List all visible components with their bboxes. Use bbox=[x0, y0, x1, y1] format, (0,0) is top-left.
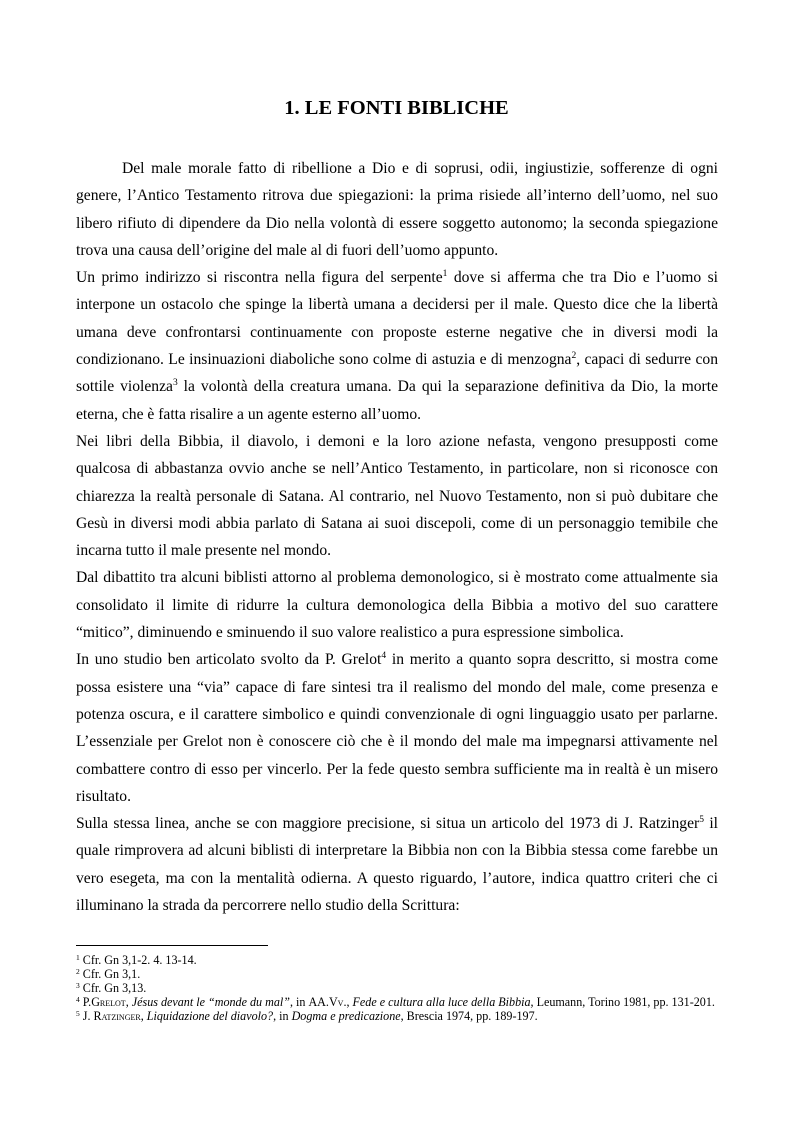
footnote-2: $^2$ Cfr. Gn 3,1. bbox=[76, 967, 141, 981]
chapter-title: 1. LE FONTI BIBLICHE bbox=[284, 97, 509, 119]
footnote-ref-2[interactable]: 2 bbox=[571, 351, 577, 362]
paragraph-2: Un primo indirizzo si riscontra nella figura del serpente$^1$ dove si afferma che tra Dio e l’uomo si interpone un ostacolo che spinge la libertà umana a decidersi per il male. Questo dice che la libertà umana deve confrontarsi continuamente con proposte esterne negative che in diversi modi la condizionano. Le insinuazioni diaboliche sono colme di astuzia e di menzogna$^2$, capaci di sedurre con sottile violenza$^3$ la volontà della creatura umana. Da qui la separazione definitiva da Dio, la morte eterna, che è fatta risalire a un agente esterno all’uomo. bbox=[76, 269, 718, 423]
body-text bbox=[76, 155, 718, 919]
footnote-ref-5[interactable]: 5 bbox=[699, 815, 704, 826]
footnote-4: $^4$ P.Grelot, Jésus devant le “monde du mal”, in AA.Vv., Fede e cultura alla luce della Bibbia, Leumann, Torino 1981, pp. 131-201. bbox=[76, 995, 715, 1009]
footnote-5: $^5$ J. Ratzinger, Liquidazione del diavolo?, in Dogma e predicazione, Brescia 1974, pp. 189-197. bbox=[76, 1009, 538, 1023]
paragraph-1: Del male morale fatto di ribellione a Dio e di soprusi, odii, ingiustizie, sofferenze di ogni genere, l’Antico Testamento ritrova due spiegazioni: la prima risiede all’interno dell’uomo, nel suo libero rifiuto di dipendere da Dio nella volontà di essere soggetto autonomo; la seconda spiegazione trova una causa dell’origine del male al di fuori dell’uomo appunto. bbox=[76, 160, 718, 259]
footnotes bbox=[76, 953, 718, 1023]
footnote-ref-4[interactable]: 4 bbox=[381, 651, 387, 662]
footnote-ref-3[interactable]: 3 bbox=[172, 378, 178, 389]
footnote-ref-1[interactable]: 1 bbox=[442, 269, 448, 280]
paragraph-5: In uno studio ben articolato svolto da P. Grelot$^4$ in merito a quanto sopra descritto, si mostra come possa esistere una “via” capace di fare sintesi tra il realismo del mondo del male, come presenza e potenza oscura, e il carattere simbolico e quindi convenzionale di ogni linguaggio usato per parlarne. L’essenziale per Grelot non è conoscere ciò che è il mondo del male ma impegnarsi attivamente nel combattere contro di esso per vincerlo. Per la fede questo sembra sufficiente ma in realtà è un misero risultato. bbox=[76, 651, 718, 805]
footnote-3: $^3$ Cfr. Gn 3,13. bbox=[76, 981, 147, 995]
footnote-1: $^1$ Cfr. Gn 3,1-2. 4. 13-14. bbox=[76, 953, 197, 967]
paragraph-3: Nei libri della Bibbia, il diavolo, i demoni e la loro azione nefasta, vengono presupposti come qualcosa di abbastanza ovvio anche se nell’Antico Testamento, in particolare, non si riconosce con chiarezza la realtà personale di Satana. Al contrario, nel Nuovo Testamento, non si può dubitare che Gesù in diversi modi abbia parlato di Satana ai suoi discepoli, come di un personaggio temibile che incarna tutto il male presente nel mondo. bbox=[76, 432, 718, 560]
paragraph-4: Dal dibattito tra alcuni biblisti attorno al problema demonologico, si è mostrato come attualmente sia consolidato il limite di ridurre la cultura demonologica della Bibbia a motivo del suo carattere “mitico”, diminuendo e sminuendo il suo valore realistico a pura espressione simbolica. bbox=[76, 569, 718, 642]
paragraph-6: Sulla stessa linea, anche se con maggiore precisione, si situa un articolo del 1973 di J. Ratzinger$^5$ il quale rimprovera ad alcuni biblisti di interpretare la Bibbia non con la Bibbia stessa come farebbe un vero esegeta, ma con la mentalità odierna. A questo riguardo, l’autore, indica quattro criteri che ci illuminano la strada da percorrere nello studio della Scrittura: bbox=[76, 815, 718, 915]
footnote-separator bbox=[76, 945, 268, 946]
